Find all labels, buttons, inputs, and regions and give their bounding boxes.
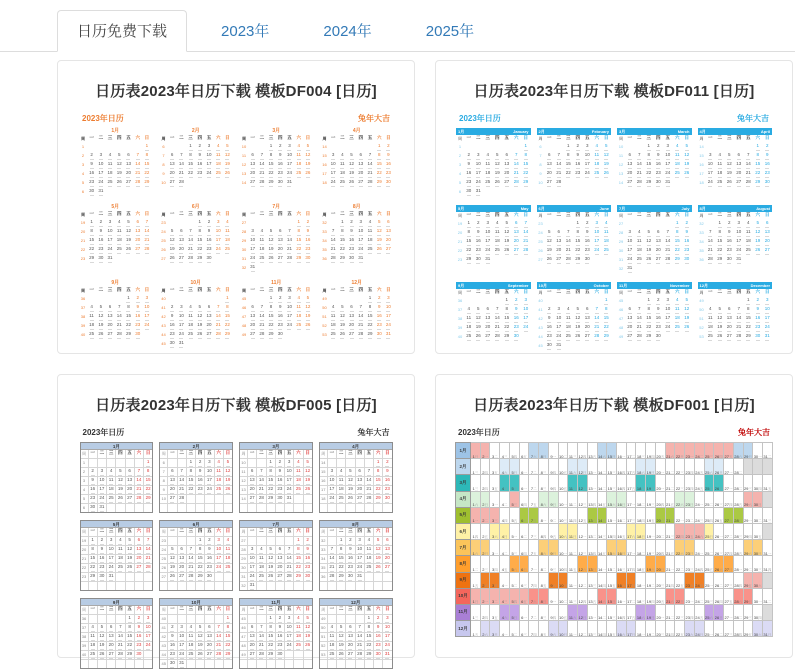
- card-df005: [57, 374, 415, 666]
- mini-calendar-header: [456, 113, 772, 128]
- mini-month: 8月 周 一 二 三 四 五 六 日 32 1 2 3 4 5 6 33 7 8 9 10 11 12 13 34 14 15 16 17 18 19 20 35 21 22 23 24 25 26 27 36 28 29 30 31: [319, 520, 393, 591]
- mini-month: 9月 周 一 二 三 四 五 六 日 36 1 2 3 37 4 5 6 7 8 9 10 38 11 12 13 14 15 16 17 39 18 19 20 21 22 23 24 40 25 26 27 28 29 30: [79, 280, 152, 349]
- calendar-thumbnail-df011[interactable]: [456, 113, 772, 351]
- mini-month: 3月 周 一 二 三 四 五 六 日 10 1 2 3 4 5 11 6 7 8 9 10 11 12 12 13 14 15 16 17 18 19 13 20 21 22 23 24 25 26 14 27 28 29 30 31: [240, 128, 313, 197]
- month-row: 9月 1五 2六 3日 4一 5二 6三 7四 8五 9六 10日 11一 12二 13三 14四 15五 16六 17日 18一 19二 20三 21四 22五 23六 24日 25一 26二 27三 28四 29五 30六: [455, 572, 773, 588]
- mini-month: 9月 September 周 一 二 三 四 五 六 日 36 1 2 3 37 4 5 6 7 8 9 10 38 11 12 13 14 15 16 17 39 18 19 20 21 22 23 24 40 25 26 27 28 29 30: [456, 282, 531, 351]
- mini-month: 4月 周 一 二 三 四 五 六 日 14 1 2 15 3 4 5 6 7 8 9 16 10 11 12 13 14 15 16 17 17 18 19 20 21 22 23 18 24 25 26 27 28 29 30: [321, 128, 394, 197]
- card-title-df005[interactable]: 日历表2023年日历下载 模板DF005 [日历]: [95, 397, 377, 414]
- card-df011: [435, 60, 793, 354]
- mini-month: 9月 周 一 二 三 四 五 六 日 36 1 2 3 37 4 5 6 7 8 9 10 38 11 12 13 14 15 16 17 39 18 19 20 21 22 23 24 40 25 26 27 28 29 30: [80, 598, 154, 669]
- mini-month: 7月 周 一 二 三 四 五 六 日 27 1 2 28 3 4 5 6 7 8 9 29 10 11 12 13 14 15 16 30 17 18 19 20 21 22 23 31 24 25 26 27 28 29 30 32 31: [239, 520, 313, 591]
- mini-blessing: 兔年大吉: [737, 114, 769, 123]
- mini-month: 1月 周 一 二 三 四 五 六 日 1 1 2 2 3 4 5 6 7 8 3 9 10 11 12 13 14 15 4 16 17 18 19 20 21 22 5 23 24 25 26 27 28 29 6 30 31: [80, 442, 154, 513]
- month-row: 10月 1日 2一 3二 4三 5四 6五 7六 8日 9一 10二 11三 12四 13五 14六 15日 16一 17二 18三 19四 20五 21六 22日 23一 24二 25三 26四 27五 28六 29日 30一 31二: [455, 588, 773, 604]
- mini-calendar-header: [79, 113, 393, 128]
- month-row: 1月 1日 2一 3二 4三 5四 6五 7六 8日 9一 10二 11三 12四 13五 14六 15日 16一 17二 18三 19四 20五 21六 22日 23一 24二 25三 26四 27五 28六 29日 30一 31二: [455, 442, 773, 458]
- month-row: 12月 1五 2六 3日 4一 5二 6三 7四 8五 9六 10日 11一 12二 13三 14四 15五 16六 17日 18一 19二 20三 21四 22五 23六 24日 25一 26二 27三 28四 29五 30六 31日: [455, 620, 773, 636]
- month-row: 7月 1六 2日 3一 4二 5三 6四 7五 8六 9日 10一 11二 12三 13四 14五 15六 16日 17一 18二 19三 20四 21五 22六 23日 24一 25二 26三 27四 28五 29六 30日 31一: [455, 539, 773, 555]
- card-df004: [57, 60, 415, 354]
- mini-month: 10月 周 一 二 三 四 五 六 日 40 1 41 2 3 4 5 6 7 8 42 9 10 11 12 13 14 15 43 16 17 18 19 20 21 22 44 23 24 25 26 27 28 29 45 30 31: [160, 280, 233, 349]
- card-df001: [435, 374, 793, 658]
- month-row: 11月 1三 2四 3五 4六 5日 6一 7二 8三 9四 10五 11六 12日 13一 14二 15三 16四 17五 18六 19日 20一 21二 22三 23四 24五 25六 26日 27一 28二 29三 30四: [455, 604, 773, 620]
- card-title-df004[interactable]: 日历表2023年日历下载 模板DF004 [日历]: [95, 83, 377, 100]
- mini-month: 1月 January 周 一 二 三 四 五 六 日 1 1 2 2 3 4 5 6 7 8 3 9 10 11 12 13 14 15 4 16 17 18 19 20 21 22 5 23 24 25 26 27 28 29 6 30 31: [456, 128, 531, 197]
- tab-bar: [0, 0, 795, 52]
- mini-month: 8月 August 周 一 二 三 四 五 六 日 32 1 2 3 4 5 6 33 7 8 9 10 11 12 13 34 14 15 16 17 18 19 20 35 21 22 23 24 25 26 27 36 28 29 30 31: [698, 205, 773, 274]
- tab-calendar-free-download[interactable]: 日历免费下载: [57, 10, 187, 52]
- mini-month: 4月 周 一 二 三 四 五 六 日 14 1 2 15 3 4 5 6 7 8 9 16 10 11 12 13 14 15 16 17 17 18 19 20 21 22 23 18 24 25 26 27 28 29 30: [319, 442, 393, 513]
- mini-month: 8月 周 一 二 三 四 五 六 日 32 1 2 3 4 5 6 33 7 8 9 10 11 12 13 34 14 15 16 17 18 19 20 35 21 22 23 24 25 26 27 36 28 29 30 31: [321, 204, 394, 273]
- calendar-thumbnail-df001[interactable]: [455, 427, 773, 636]
- mini-month: 5月 May 周 一 二 三 四 五 六 日 19 1 2 3 4 5 6 7 20 8 9 10 11 12 13 14 21 15 16 17 18 19 20 21 22 22 23 24 25 26 27 28 23 29 30 31: [456, 205, 531, 274]
- mini-month: 2月 February 周 一 二 三 四 五 六 日 6 1 2 3 4 5 7 6 7 8 9 10 11 12 8 13 14 15 16 17 18 19 9 20 21 22 23 24 25 26 10 27 28: [537, 128, 612, 197]
- months-grid: [80, 442, 393, 669]
- mini-month: 11月 周 一 二 三 四 五 六 日 45 1 2 3 4 5 46 6 7 8 9 10 11 12 47 13 14 15 16 17 18 19 48 20 21 22 23 24 25 26 49 27 28 29 30: [240, 280, 313, 349]
- calendar-thumbnail-df004[interactable]: [79, 113, 393, 349]
- mini-year-title: 2023年日历: [82, 428, 125, 437]
- mini-month: 2月 周 一 二 三 四 五 六 日 6 1 2 3 4 5 7 6 7 8 9 10 11 12 8 13 14 15 16 17 18 19 9 20 21 22 23 24 25 26 10 27 28: [159, 442, 233, 513]
- months-grid: [456, 128, 772, 351]
- mini-month: 7月 周 一 二 三 四 五 六 日 27 1 2 28 3 4 5 6 7 8 9 29 10 11 12 13 14 15 16 30 17 18 19 20 21 22 23 31 24 25 26 27 28 29 30 32 31: [240, 204, 313, 273]
- mini-blessing: 兔年大吉: [738, 428, 770, 437]
- month-row: 5月 1一 2二 3三 4四 5五 6六 7日 8一 9二 10三 11四 12五 13六 14日 15一 16二 17三 18四 19五 20六 21日 22一 23二 24三 25四 26五 27六 28日 29一 30二 31三: [455, 507, 773, 523]
- mini-blessing: 兔年大吉: [357, 428, 390, 437]
- mini-month: 12月 周 一 二 三 四 五 六 日 49 1 2 3 50 4 5 6 7 8 9 10 51 11 12 13 14 15 16 17 52 18 19 20 21 22 23 24 53 25 26 27 28 29 30 31: [319, 598, 393, 669]
- mini-month: 7月 July 周 一 二 三 四 五 六 日 27 1 2 28 3 4 5 6 7 8 9 29 10 11 12 13 14 15 16 30 17 18 19 20 21 22 23 31 24 25 26 27 28 29 30 32 31: [617, 205, 692, 274]
- month-row: 8月 1二 2三 3四 4五 5六 6日 7一 8二 9三 10四 11五 12六 13日 14一 15二 16三 17四 18五 19六 20日 21一 22二 23三 24四 25五 26六 27日 28一 29二 30三 31四: [455, 555, 773, 571]
- mini-year-title: 2023年日历: [82, 114, 124, 123]
- mini-month: 6月 周 一 二 三 四 五 六 日 23 1 2 3 4 24 5 6 7 8 9 10 11 25 12 13 14 15 16 17 18 26 19 20 21 22 23 24 25 27 26 27 28 29 30: [160, 204, 233, 273]
- mini-month: 6月 周 一 二 三 四 五 六 日 23 1 2 3 4 24 5 6 7 8 9 10 11 25 12 13 14 15 16 17 18 26 19 20 21 22 23 24 25 27 26 27 28 29 30: [159, 520, 233, 591]
- card-title-df001[interactable]: 日历表2023年日历下载 模板DF001 [日历]: [473, 397, 755, 414]
- tab-2024[interactable]: 2024年: [323, 23, 372, 40]
- mini-month: 1月 周 一 二 三 四 五 六 日 1 1 2 2 3 4 5 6 7 8 3 9 10 11 12 13 14 15 4 16 17 18 19 20 21 22 5 23 24 25 26 27 28 29 6 30 31: [79, 128, 152, 197]
- mini-month: 3月 March 周 一 二 三 四 五 六 日 10 1 2 3 4 5 11 6 7 8 9 10 11 12 12 13 14 15 16 17 18 19 13 20 21 22 23 24 25 26 14 27 28 29 30 31: [617, 128, 692, 197]
- mini-month: 6月 June 周 一 二 三 四 五 六 日 23 1 2 3 4 24 5 6 7 8 9 10 11 25 12 13 14 15 16 17 18 26 19 20 21 22 23 24 25 27 26 27 28 29 30: [537, 205, 612, 274]
- mini-year-title: 2023年日历: [458, 428, 500, 437]
- mini-month: 2月 周 一 二 三 四 五 六 日 6 1 2 3 4 5 7 6 7 8 9 10 11 12 8 13 14 15 16 17 18 19 9 20 21 22 23 24 25 26 10 27 28: [160, 128, 233, 197]
- tab-2025[interactable]: 2025年: [425, 23, 475, 40]
- month-row: 3月 1三 2四 3五 4六 5日 6一 7二 8三 9四 10五 11六 12日 13一 14二 15三 16四 17五 18六 19日 20一 21二 22三 23四 24五 25六 26日 27一 28二 29三 30四 31五: [455, 474, 773, 490]
- mini-blessing: 兔年大吉: [358, 114, 390, 123]
- mini-month: 12月 December 周 一 二 三 四 五 六 日 49 1 2 3 50 4 5 6 7 8 9 10 51 11 12 13 14 15 16 17 52 18 19 20 21 22 23 24 53 25 26 27 28 29 30 31: [698, 282, 773, 351]
- months-grid: [79, 128, 393, 349]
- mini-month: 5月 周 一 二 三 四 五 六 日 19 1 2 3 4 5 6 7 20 8 9 10 11 12 13 14 21 15 16 17 18 19 20 21 22 22 23 24 25 26 27 28 23 29 30 31: [79, 204, 152, 273]
- mini-month: 10月 周 一 二 三 四 五 六 日 40 1 41 2 3 4 5 6 7 8 42 9 10 11 12 13 14 15 43 16 17 18 19 20 21 22 44 23 24 25 26 27 28 29 45 30 31: [159, 598, 233, 669]
- mini-month: 11月 November 周 一 二 三 四 五 六 日 45 1 2 3 4 5 46 6 7 8 9 10 11 12 47 13 14 15 16 17 18 19 48 20 21 22 23 24 25 26 49 27 28 29 30: [617, 282, 692, 351]
- mini-year-title: 2023年日历: [459, 114, 501, 123]
- month-row: 4月 1六 2日 3一 4二 5三 6四 7五 8六 9日 10一 11二 12三 13四 14五 15六 16日 17一 18二 19三 20四 21五 22六 23日 24一 25二 26三 27四 28五 29六 30日: [455, 491, 773, 507]
- calendar-thumbnail-df005[interactable]: [80, 427, 393, 669]
- month-row: 2月 1三 2四 3五 4六 5日 6一 7二 8三 9四 10五 11六 12日 13一 14二 15三 16四 17五 18六 19日 20一 21二 22三 23四 24五 25六 26日 27一 28二: [455, 458, 773, 474]
- tab-2023[interactable]: 2023年: [221, 23, 270, 40]
- mini-month: 11月 周 一 二 三 四 五 六 日 45 1 2 3 4 5 46 6 7 8 9 10 11 12 47 13 14 15 16 17 18 19 48 20 21 22 23 24 25 26 49 27 28 29 30: [239, 598, 313, 669]
- mini-month: 5月 周 一 二 三 四 五 六 日 19 1 2 3 4 5 6 7 20 8 9 10 11 12 13 14 21 15 16 17 18 19 20 21 22 22 23 24 25 26 27 28 23 29 30 31: [80, 520, 154, 591]
- card-title-df011[interactable]: 日历表2023年日历下载 模板DF011 [日历]: [473, 83, 755, 100]
- mini-month: 3月 周 一 二 三 四 五 六 日 10 1 2 3 4 5 11 6 7 8 9 10 11 12 12 13 14 15 16 17 18 19 13 20 21 22 23 24 25 26 14 27 28 29 30 31: [239, 442, 313, 513]
- mini-month: 10月 October 周 一 二 三 四 五 六 日 40 1 41 2 3 4 5 6 7 8 42 9 10 11 12 13 14 15 43 16 17 18 19 20 21 22 44 23 24 25 26 27 28 29 45 30 31: [537, 282, 612, 351]
- template-card-grid: [57, 60, 793, 666]
- month-row: 6月 1四 2五 3六 4日 5一 6二 7三 8四 9五 10六 11日 12一 13二 14三 15四 16五 17六 18日 19一 20二 21三 22四 23五 24六 25日 26一 27二 28三 29四 30五: [455, 523, 773, 539]
- mini-month: 12月 周 一 二 三 四 五 六 日 49 1 2 3 50 4 5 6 7 8 9 10 51 11 12 13 14 15 16 17 52 18 19 20 21 22 23 24 53 25 26 27 28 29 30 31: [321, 280, 394, 349]
- mini-calendar-header: [80, 427, 393, 442]
- mini-month: 4月 April 周 一 二 三 四 五 六 日 14 1 2 15 3 4 5 6 7 8 9 16 10 11 12 13 14 15 16 17 17 18 19 20 21 22 23 18 24 25 26 27 28 29 30: [698, 128, 773, 197]
- mini-calendar-header: [455, 427, 773, 442]
